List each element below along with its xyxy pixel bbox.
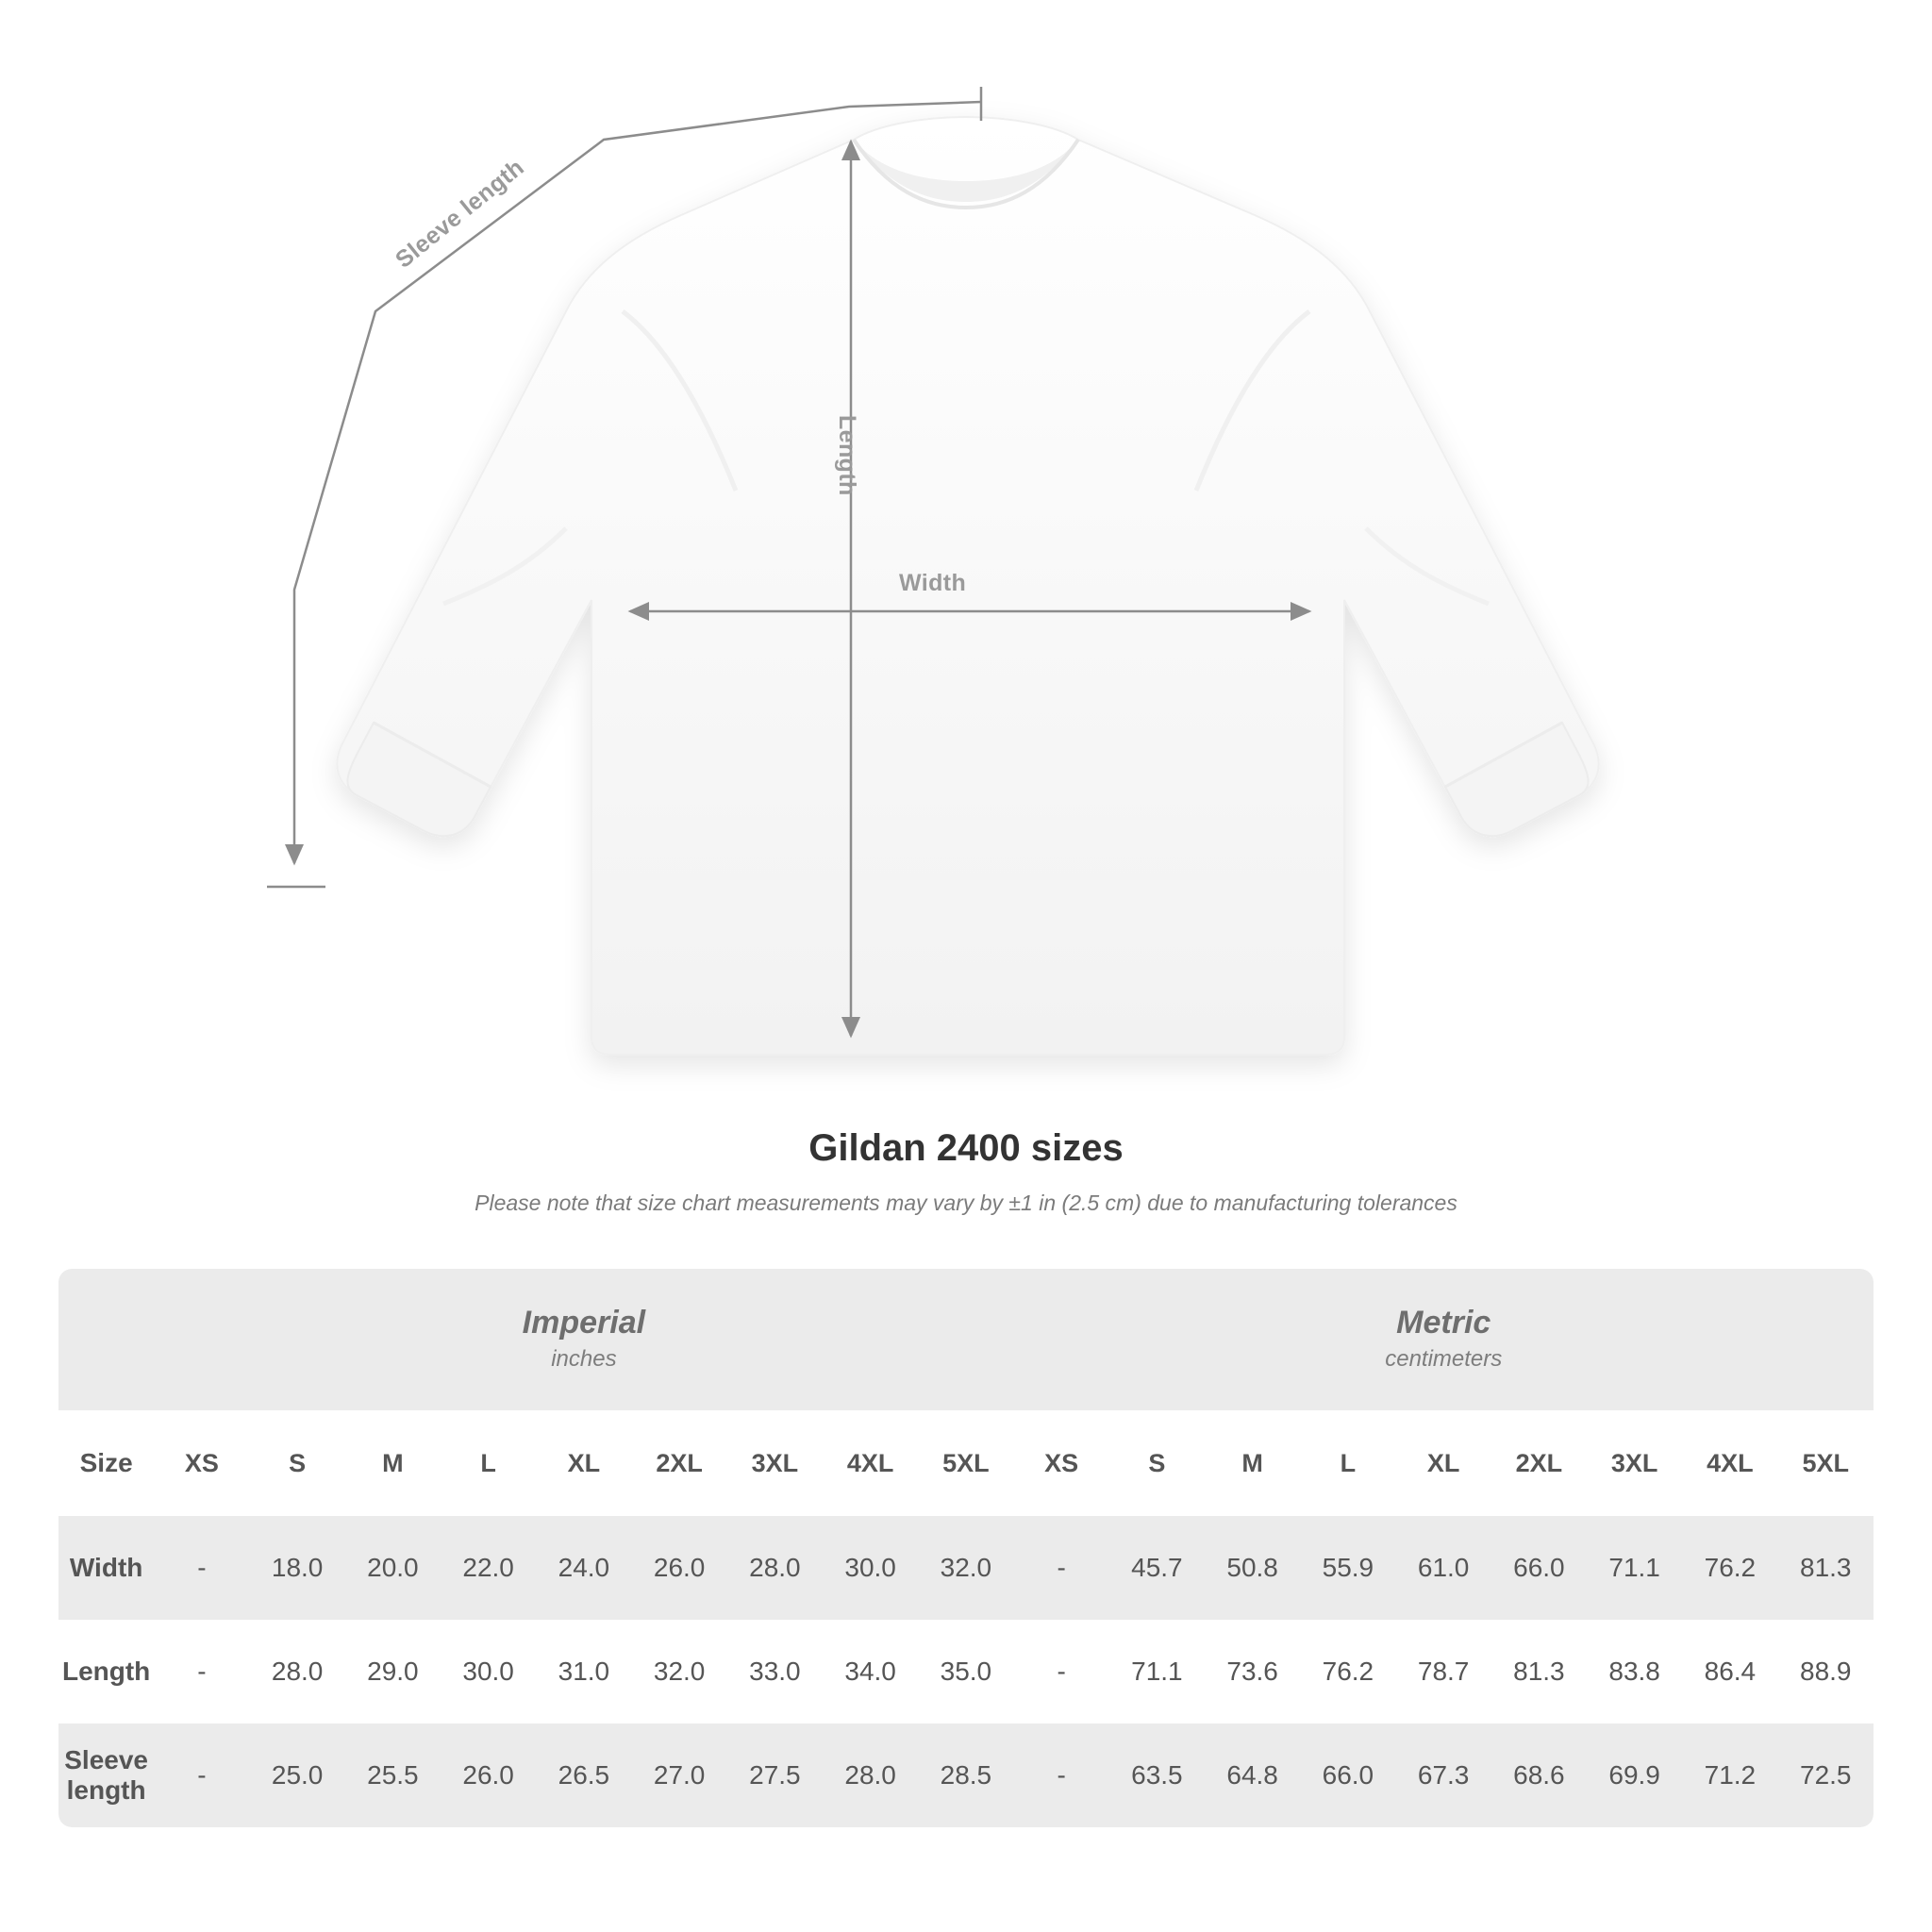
cell-sleeve-metric-m: 64.8 — [1205, 1724, 1300, 1827]
cell-sleeve-imperial-2xl: 27.0 — [632, 1724, 727, 1827]
cell-length-imperial-l: 30.0 — [441, 1620, 536, 1724]
size-header-metric-l: L — [1300, 1410, 1395, 1516]
cell-length-metric-l: 76.2 — [1300, 1620, 1395, 1724]
cell-width-imperial-4xl: 30.0 — [823, 1516, 918, 1620]
cell-length-imperial-5xl: 35.0 — [918, 1620, 1013, 1724]
cell-length-metric-2xl: 81.3 — [1491, 1620, 1587, 1724]
cell-width-imperial-xl: 24.0 — [536, 1516, 631, 1620]
length-dimension-label: Length — [834, 415, 860, 496]
page-subtitle: Please note that size chart measurements may vary by ±1 in (2.5 cm) due to manufacturing tolerances — [475, 1191, 1457, 1215]
table-row — [58, 1516, 1874, 1620]
shirt-shape — [337, 117, 1598, 1055]
row-label-length: Length — [58, 1620, 154, 1724]
size-header-imperial-s: S — [250, 1410, 345, 1516]
cell-width-imperial-s: 18.0 — [250, 1516, 345, 1620]
cell-width-metric-3xl: 71.1 — [1587, 1516, 1682, 1620]
width-dimension-label: Width — [899, 570, 967, 596]
cell-width-metric-l: 55.9 — [1300, 1516, 1395, 1620]
cell-length-imperial-4xl: 34.0 — [823, 1620, 918, 1724]
cell-length-metric-4xl: 86.4 — [1682, 1620, 1777, 1724]
size-header-label: Size — [58, 1410, 154, 1516]
cell-width-metric-2xl: 66.0 — [1491, 1516, 1587, 1620]
table-row — [58, 1724, 1874, 1827]
size-header-imperial-5xl: 5XL — [918, 1410, 1013, 1516]
cell-width-metric-4xl: 76.2 — [1682, 1516, 1777, 1620]
cell-sleeve-metric-4xl: 71.2 — [1682, 1724, 1777, 1827]
size-header-metric-5xl: 5XL — [1778, 1410, 1874, 1516]
cell-length-imperial-s: 28.0 — [250, 1620, 345, 1724]
cell-sleeve-imperial-4xl: 28.0 — [823, 1724, 918, 1827]
row-label-sleeve-length: Sleeve length — [58, 1724, 154, 1827]
unit-name-imperial: Imperial — [522, 1304, 646, 1341]
size-header-metric-m: M — [1205, 1410, 1300, 1516]
cell-length-metric-5xl: 88.9 — [1778, 1620, 1874, 1724]
size-chart-table — [58, 1269, 1874, 1827]
size-header-metric-s: S — [1109, 1410, 1205, 1516]
cell-width-metric-xl: 61.0 — [1396, 1516, 1491, 1620]
row-label-width: Width — [58, 1516, 154, 1620]
unit-sub-metric: centimeters — [1385, 1346, 1503, 1373]
unit-header-row — [58, 1269, 1874, 1410]
cell-width-metric-5xl: 81.3 — [1778, 1516, 1874, 1620]
cell-sleeve-metric-3xl: 69.9 — [1587, 1724, 1682, 1827]
size-header-metric-xl: XL — [1396, 1410, 1491, 1516]
size-header-imperial-xs: XS — [154, 1410, 249, 1516]
cell-length-metric-xl: 78.7 — [1396, 1620, 1491, 1724]
size-header-imperial-2xl: 2XL — [632, 1410, 727, 1516]
unit-name-metric: Metric — [1396, 1304, 1491, 1341]
cell-sleeve-imperial-s: 25.0 — [250, 1724, 345, 1827]
cell-width-metric-s: 45.7 — [1109, 1516, 1205, 1620]
chart-title-block — [0, 1127, 1932, 1216]
cell-length-imperial-2xl: 32.0 — [632, 1620, 727, 1724]
cell-length-metric-3xl: 83.8 — [1587, 1620, 1682, 1724]
cell-length-imperial-xs: - — [154, 1620, 249, 1724]
unit-sub-imperial: inches — [551, 1346, 617, 1373]
cell-width-metric-xs: - — [1014, 1516, 1109, 1620]
size-header-imperial-xl: XL — [536, 1410, 631, 1516]
cell-length-imperial-m: 29.0 — [345, 1620, 441, 1724]
size-chart-table-wrapper — [58, 1269, 1874, 1827]
cell-width-imperial-3xl: 28.0 — [727, 1516, 823, 1620]
cell-width-imperial-5xl: 32.0 — [918, 1516, 1013, 1620]
size-header-imperial-4xl: 4XL — [823, 1410, 918, 1516]
cell-sleeve-imperial-xl: 26.5 — [536, 1724, 631, 1827]
size-header-imperial-m: M — [345, 1410, 441, 1516]
cell-length-metric-s: 71.1 — [1109, 1620, 1205, 1724]
cell-sleeve-imperial-l: 26.0 — [441, 1724, 536, 1827]
cell-width-imperial-2xl: 26.0 — [632, 1516, 727, 1620]
cell-length-imperial-3xl: 33.0 — [727, 1620, 823, 1724]
size-header-metric-4xl: 4XL — [1682, 1410, 1777, 1516]
cell-sleeve-imperial-3xl: 27.5 — [727, 1724, 823, 1827]
cell-sleeve-imperial-m: 25.5 — [345, 1724, 441, 1827]
cell-sleeve-imperial-5xl: 28.5 — [918, 1724, 1013, 1827]
unit-header-metric — [1014, 1269, 1874, 1410]
unit-header-imperial — [154, 1269, 1013, 1410]
size-header-row — [58, 1410, 1874, 1516]
size-header-metric-xs: XS — [1014, 1410, 1109, 1516]
cell-sleeve-metric-2xl: 68.6 — [1491, 1724, 1587, 1827]
cell-sleeve-metric-5xl: 72.5 — [1778, 1724, 1874, 1827]
cell-width-imperial-l: 22.0 — [441, 1516, 536, 1620]
cell-sleeve-metric-xl: 67.3 — [1396, 1724, 1491, 1827]
cell-length-imperial-xl: 31.0 — [536, 1620, 631, 1724]
cell-sleeve-metric-s: 63.5 — [1109, 1724, 1205, 1827]
cell-width-imperial-xs: - — [154, 1516, 249, 1620]
size-header-imperial-3xl: 3XL — [727, 1410, 823, 1516]
cell-width-imperial-m: 20.0 — [345, 1516, 441, 1620]
sleeve-length-dimension-label: Sleeve length — [391, 154, 529, 274]
cell-length-metric-xs: - — [1014, 1620, 1109, 1724]
cell-length-metric-m: 73.6 — [1205, 1620, 1300, 1724]
size-header-metric-3xl: 3XL — [1587, 1410, 1682, 1516]
size-header-metric-2xl: 2XL — [1491, 1410, 1587, 1516]
unit-header-corner — [58, 1269, 154, 1410]
cell-sleeve-metric-l: 66.0 — [1300, 1724, 1395, 1827]
page-title: Gildan 2400 sizes — [808, 1127, 1124, 1169]
cell-width-metric-m: 50.8 — [1205, 1516, 1300, 1620]
cell-sleeve-imperial-xs: - — [154, 1724, 249, 1827]
cell-sleeve-metric-xs: - — [1014, 1724, 1109, 1827]
table-row — [58, 1620, 1874, 1724]
size-header-imperial-l: L — [441, 1410, 536, 1516]
